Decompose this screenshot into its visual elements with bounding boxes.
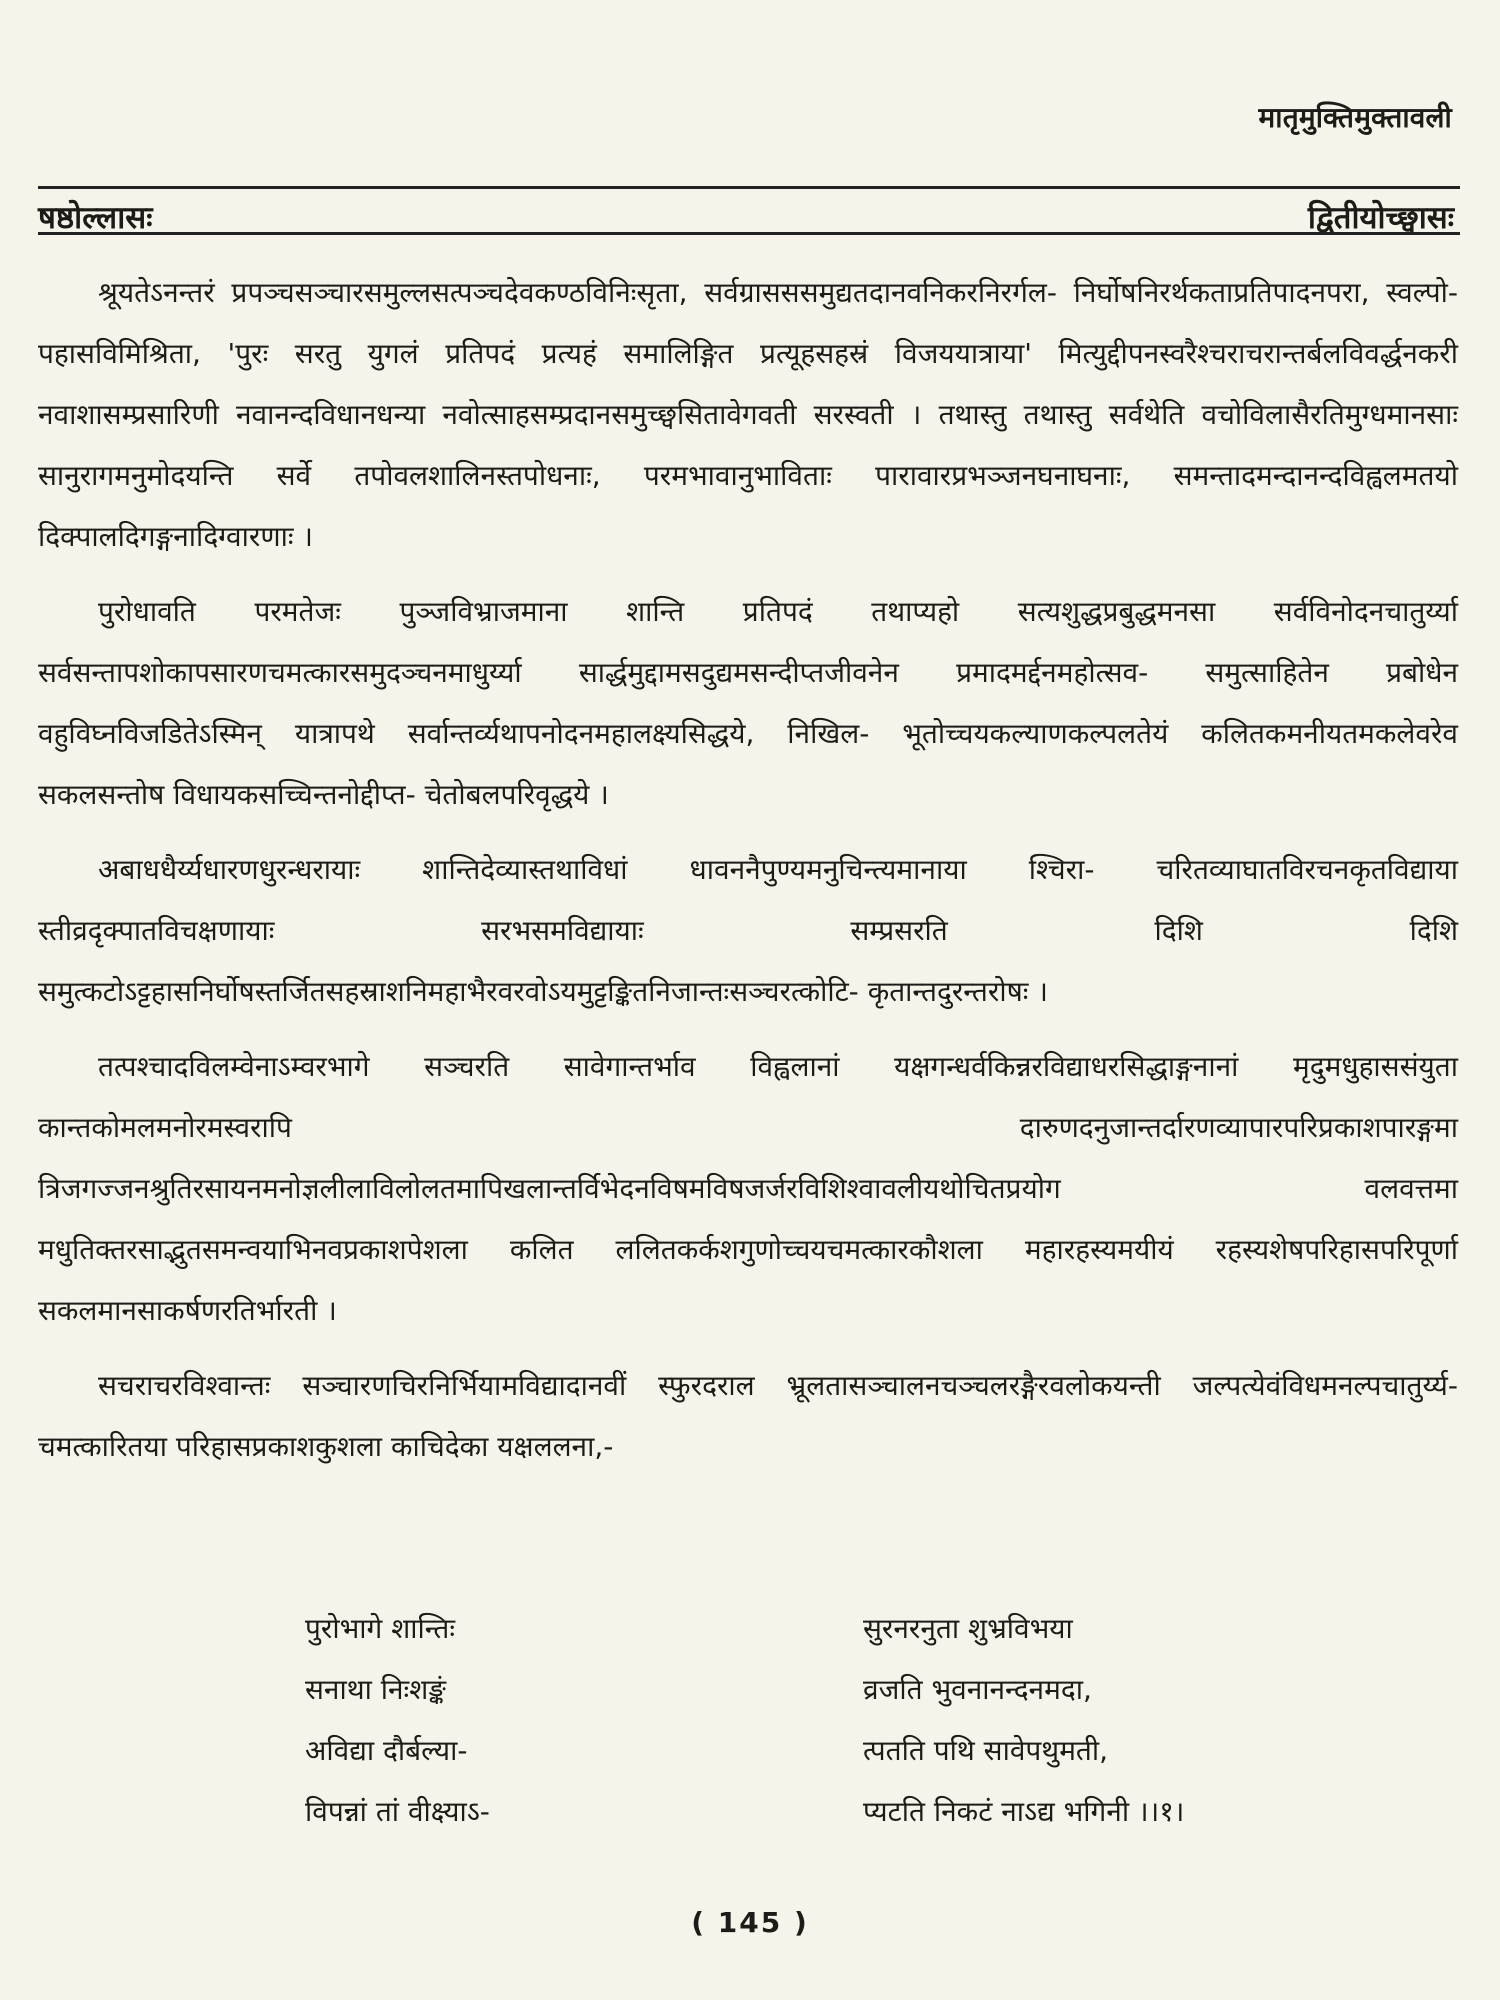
page-number: ( 145 ) (691, 1906, 809, 1939)
header-rule-top (38, 186, 1460, 189)
verse-line (0, 1598, 1500, 1659)
section-title-left: षष्ठोल्लासः (38, 200, 153, 236)
verse-line-right: सुरनरनुता शुभ्रविभया (863, 1612, 1073, 1645)
section-title-right: द्वितीयोच्छ्वासः (1307, 200, 1454, 236)
paragraph: सचराचरविश्वान्तः सञ्चारणचिरनिर्भियामविद्यादानवीं स्फुरदराल भ्रूलतासञ्चालनचञ्चलरङ्गैरवलोकयन्ती जल्पत्येवंविधमनल्पचातुर्य्य- चमत्कारितया परिहासप्रकाशकुशला काचिदेका यक्षललना,- (38, 1369, 1458, 1463)
verse-line-left: पुरोभागे शान्तिः (305, 1612, 455, 1645)
verse-line-right: त्पतति पथि सावेपथुमती, (863, 1734, 1109, 1767)
running-head: मातृमुक्तिमुक्तावली (1258, 101, 1452, 134)
verse-line (0, 1720, 1500, 1781)
verse-line-left: सनाथा निःशङ्कं (305, 1673, 446, 1706)
paragraph: तत्पश्चादविलम्वेनाऽम्वरभागे सञ्चरति सावेगान्तर्भाव विह्वलानां यक्षगन्धर्वकिन्नरविद्याधरसिद्धाङ्गनानां मृदुमधुहाससंयुता कान्तकोमलमनोरमस्वरापि दारुणदनुजान्तर्दारणव्यापारपरिप्रकाशपारङ्गमा त्रिजगज्जनश्रुतिरसायनमनोज्ञलीलाविलोलतमापिखलान्तर्विभेदनविषमविषजर्जरविशिश्वावलीयथोचितप्रयोग वलवत्तमा मधुतिक्तरसाद्भुतसमन्वयाभिनवप्रकाशपेशला कलित ललितकर्कशगुणोच्चयचमत्कारकौशला महारहस्यमयीयं रहस्यशेषपरिहासपरिपूर्णा सकलमानसाकर्षणरतिर्भारती । (38, 1050, 1458, 1327)
verse-line (0, 1659, 1500, 1720)
paragraph: श्रूयतेऽनन्तरं प्रपञ्चसञ्चारसमुल्लसत्पञ्चदेवकण्ठविनिःसृता, सर्वग्रासससमुद्यतदानवनिकरनिरर्गल- निर्घोषनिरर्थकताप्रतिपादनपरा, स्वल्पो- पहासविमिश्रिता, 'पुरः सरतु युगलं प्रतिपदं प्रत्यहं समालिङ्गित प्रत्यूहसहस्रं विजययात्राया' मित्युद्दीपनस्वरैश्चराचरान्तर्बलविवर्द्धनकरी नवाशासम्प्रसारिणी नवानन्दविधानधन्या नवोत्साहसम्प्रदानसमुच्छ्वसितावेगवती सरस्वती । तथास्तु तथास्तु सर्वथेति वचोविलासैरतिमुग्धमानसाः सानुरागमनुमोदयन्ति सर्वे तपोवलशालिनस्तपोधनाः, परमभावानुभाविताः पारावारप्रभञ्जनघनाघनाः, समन्तादमन्दानन्दविह्वलमतयो दिक्पालदिगङ्गनादिग्वारणाः । (38, 276, 1458, 553)
verse-line-left: अविद्या दौर्बल्या- (305, 1734, 468, 1767)
paragraph: अबाधधैर्य्यधारणधुरन्धरायाः शान्तिदेव्यास्तथाविधां धावननैपुण्यमनुचिन्त्यमानाया श्चिरा- चरितव्याघातविरचनकृतविद्याया स्तीव्रदृक्पातविचक्षणायाः सरभसमविद्यायाः सम्प्रसरति दिशि दिशि समुत्कटोऽट्टहासनिर्घोषस्तर्जितसहस्राशनिमहाभैरवरवोऽयमुट्टङ्कितनिजान्तःसञ्चरत्कोटि- कृतान्तदुरन्तरोषः । (38, 853, 1458, 1008)
verse-line (0, 1781, 1500, 1842)
verse-line-left: विपन्नां तां वीक्ष्याऽ- (305, 1795, 490, 1828)
header-rule-bottom (38, 232, 1460, 235)
verse-block (0, 1598, 1500, 1842)
verse-line-right: प्यटति निकटं नाऽद्य भगिनी ।।१। (863, 1795, 1185, 1828)
body-text (38, 262, 1458, 1491)
verse-line-right: व्रजति भुवनानन्दनमदा, (863, 1673, 1092, 1706)
paragraph: पुरोधावति परमतेजः पुञ्जविभ्राजमाना शान्ति प्रतिपदं तथाप्यहो सत्यशुद्धप्रबुद्धमनसा सर्वविनोदनचातुर्य्या सर्वसन्तापशोकापसारणचमत्कारसमुदञ्चनमाधुर्य्या सार्द्धमुद्दामसदुद्यमसन्दीप्तजीवनेन प्रमादमर्द्दनमहोत्सव- समुत्साहितेन प्रबोधेन वहुविघ्नविजडितेऽस्मिन् यात्रापथे सर्वान्तर्व्यथापनोदनमहालक्ष्यसिद्धये, निखिल- भूतोच्चयकल्याणकल्पलतेयं कलितकमनीयतमकलेवरेव सकलसन्तोष विधायकसच्चिन्तनोद्दीप्त- चेतोबलपरिवृद्धये । (38, 595, 1458, 811)
